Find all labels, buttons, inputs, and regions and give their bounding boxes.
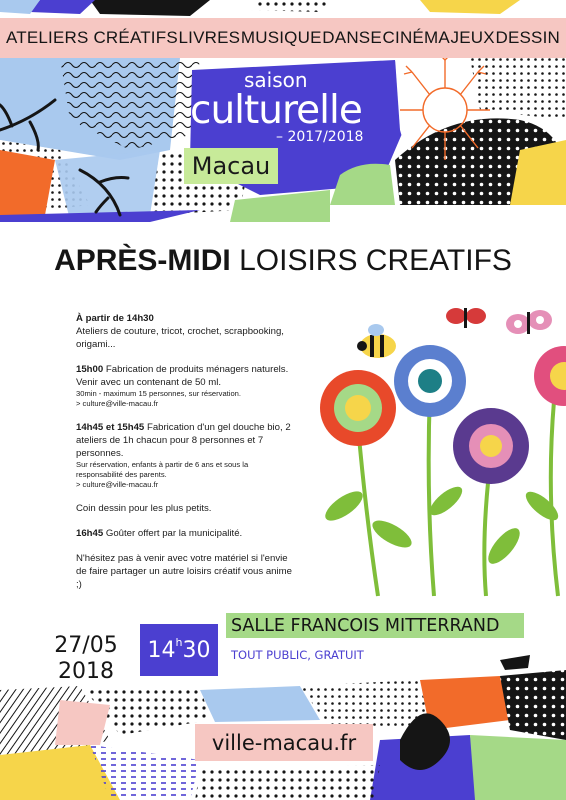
- item1-time: À partir de 14h30: [76, 313, 154, 324]
- closing-text: N'hésitez pas à venir avec votre matériel si l'envie de faire partager un autre loisirs créatif vous anime ;): [76, 553, 292, 590]
- date-year: 2018: [58, 659, 114, 684]
- category-dessin: DESSIN: [495, 28, 560, 47]
- category-jeux: JEUX: [450, 28, 495, 47]
- item3-note: Sur réservation, enfants à partir de 6 ans et sous la responsabilité des parents.: [76, 460, 249, 479]
- item2-note: 30min - maximum 15 personnes, sur réservation.: [76, 389, 242, 398]
- venue-name: SALLE FRANCOIS MITTERRAND: [231, 615, 500, 636]
- category-danse: DANSE: [322, 28, 382, 47]
- time-minutes: 30: [182, 637, 211, 663]
- item1-text: Ateliers de couture, tricot, crochet, scrapbooking, origami...: [76, 326, 284, 350]
- purple-flower: [453, 408, 529, 484]
- item2-time: 15h00: [76, 364, 104, 375]
- season-logo: [178, 62, 396, 192]
- website-link[interactable]: [195, 724, 373, 761]
- city-name: Macau: [191, 152, 271, 180]
- page-title: [0, 244, 566, 278]
- item2-contact: > culture@ville-macau.fr: [76, 399, 159, 408]
- blue-flower: [394, 345, 466, 417]
- season-year: – 2017/2018: [276, 129, 364, 145]
- culturelle-label: culturelle: [190, 88, 362, 133]
- website-url: ville-macau.fr: [211, 730, 357, 755]
- time-h: h: [175, 635, 183, 649]
- event-audience: TOUT PUBLIC, GRATUIT: [231, 648, 364, 662]
- season-label: saison: [244, 68, 308, 92]
- event-venue: [226, 613, 524, 638]
- red-flower: [320, 370, 396, 446]
- item5-text: Goûter offert par la municipalité.: [105, 528, 243, 539]
- category-livres: LIVRES: [178, 28, 241, 47]
- crochet-flowers-illustration: [296, 296, 566, 608]
- title-rest: LOISIRS CREATIFS: [239, 244, 512, 277]
- event-time: [140, 624, 218, 676]
- item3-time: 14h45 et 15h45: [76, 422, 145, 433]
- city-badge: [184, 148, 278, 184]
- item5-time: 16h45: [76, 528, 104, 539]
- item3-contact: > culture@ville-macau.fr: [76, 480, 159, 489]
- item3-text: Fabrication d'un gel douche bio, 2 ateliers de 1h chacun pour 8 personnes et 7 personnes.: [76, 422, 291, 459]
- date-day-month: 27/05: [54, 633, 118, 658]
- title-bold-part: APRÈS-MIDI: [54, 244, 231, 277]
- category-ateliers: ATELIERS CRÉATIFS: [6, 28, 178, 47]
- category-musique: MUSIQUE: [240, 28, 322, 47]
- time-hours: 14: [147, 637, 176, 663]
- category-bar: [0, 18, 566, 58]
- event-date: [50, 633, 122, 685]
- program-list: [76, 312, 294, 591]
- item2-text: Fabrication de produits ménagers naturels. Venir avec un contenant de 50 ml.: [76, 364, 289, 388]
- category-cinema: CINÉMA: [382, 28, 450, 47]
- item4-text: Coin dessin pour les plus petits.: [76, 503, 212, 514]
